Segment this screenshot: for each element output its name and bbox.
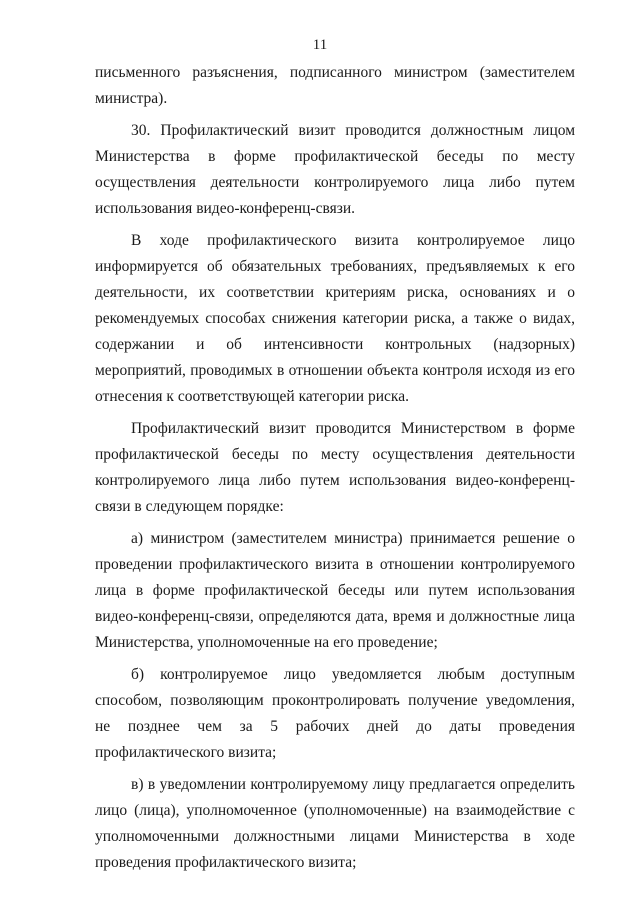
- paragraph-visit-procedure: Профилактический визит проводится Министерством в форме профилактической беседы по месту осуществления деятельности контролируемого лица либо путем использования видео-конференц-связи в следующем порядке:: [95, 420, 575, 515]
- paragraph-item-30: 30. Профилактический визит проводится должностным лицом Министерства в форме профилактической беседы по месту осуществления деятельности контролируемого лица либо путем использования видео-конференц-связи.: [95, 122, 575, 217]
- page-number: 11: [312, 37, 328, 53]
- paragraph-subitem-a: а) министром (заместителем министра) принимается решение о проведении профилактического визита в отношении контролируемого лица в форме профилактической беседы или путем использования видео-конференц-связи, определяются дата, время и должностные лица Министерства, уполномоченные на его проведение;: [95, 530, 575, 651]
- document-body: [95, 60, 575, 882]
- paragraph-subitem-v: в) в уведомлении контролируемому лицу предлагается определить лицо (лица), уполномоченное (уполномоченные) на взаимодействие с уполномоченными должностными лицами Министерства в ходе проведения профилактического визита;: [95, 776, 575, 871]
- paragraph-subitem-b: б) контролируемое лицо уведомляется любым доступным способом, позволяющим проконтролировать получение уведомления, не позднее чем за 5 рабочих дней до даты проведения профилактического визита;: [95, 666, 575, 761]
- paragraph-visit-info: В ходе профилактического визита контролируемое лицо информируется об обязательных требованиях, предъявляемых к его деятельности, их соответствии критериям риска, основаниях и о рекомендуемых способах снижения категории риска, а также о видах, содержании и об интенсивности контрольных (надзорных) мероприятий, проводимых в отношении объекта контроля исходя из его отнесения к соответствующей категории риска.: [95, 232, 575, 405]
- paragraph-continuation: письменного разъяснения, подписанного министром (заместителем министра).: [95, 64, 575, 107]
